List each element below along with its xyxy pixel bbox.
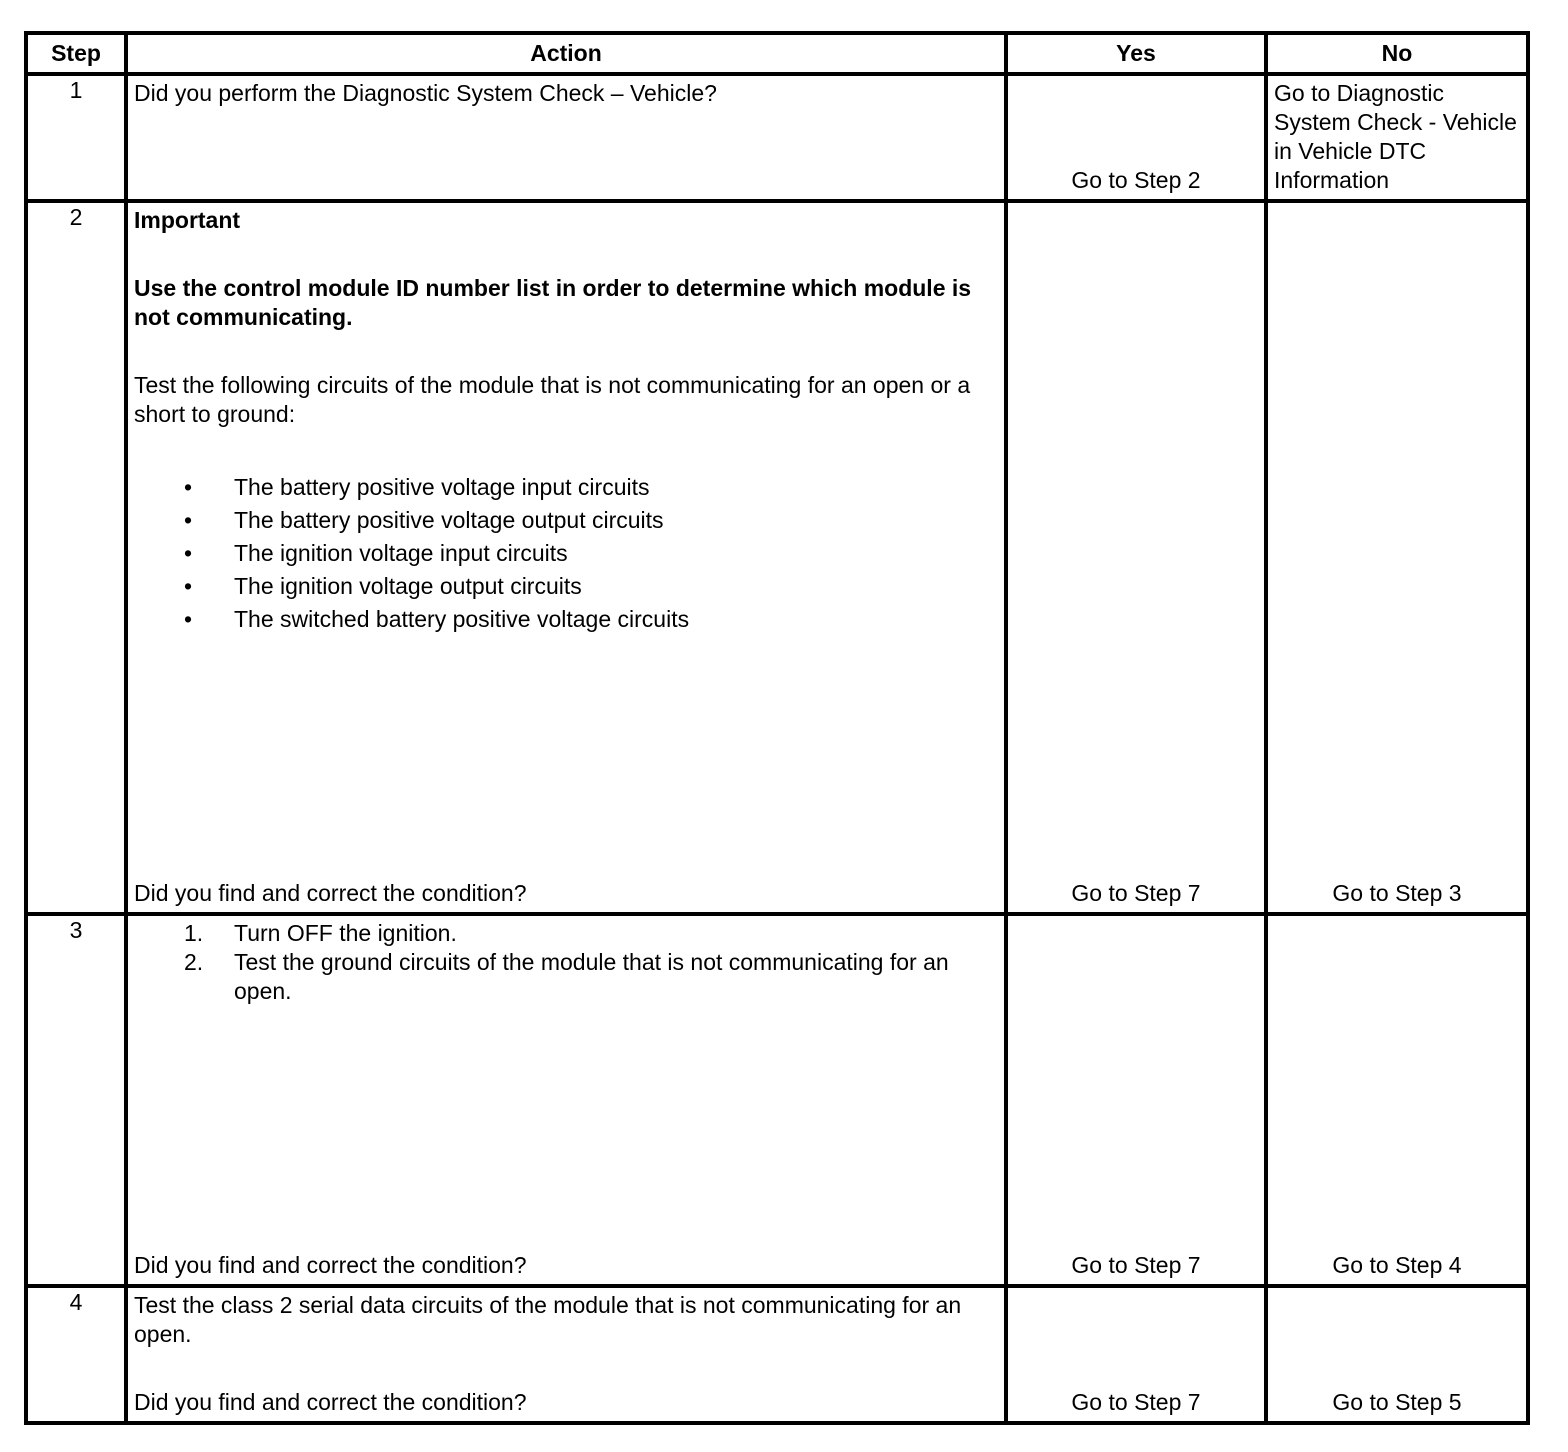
- list-item-text: The ignition voltage output circuits: [234, 573, 582, 599]
- list-item-text: The ignition voltage input circuits: [234, 540, 568, 566]
- table-row: [26, 914, 1528, 1286]
- list-item-text: The switched battery positive voltage circuits: [234, 606, 690, 632]
- list-item: [134, 504, 998, 537]
- action-instruction: Test the class 2 serial data circuits of the module that is not communicating for an open.: [134, 1292, 962, 1347]
- table-row: [26, 201, 1528, 914]
- bullet-icon: •: [184, 507, 193, 533]
- diagnostic-table: [24, 31, 1530, 1425]
- action-cell: [126, 914, 1006, 1286]
- list-item: [134, 471, 998, 504]
- action-question: Did you find and correct the condition?: [134, 1389, 527, 1415]
- no-cell: [1266, 1286, 1528, 1423]
- table-row: [26, 1286, 1528, 1423]
- action-instruction: Test the following circuits of the module that is not communicating for an open or a short to ground:: [134, 372, 971, 427]
- action-question: Did you find and correct the condition?: [134, 880, 527, 906]
- list-item-number: 1.: [184, 920, 204, 946]
- list-item-text: Turn OFF the ignition.: [234, 920, 457, 946]
- step-number: 1: [26, 74, 126, 201]
- no-result: Go to Diagnostic System Check - Vehicle in Vehicle DTC Information: [1274, 80, 1517, 193]
- bullet-icon: •: [184, 606, 193, 632]
- bullet-icon: •: [184, 573, 193, 599]
- action-question: Did you perform the Diagnostic System Check – Vehicle?: [134, 80, 717, 106]
- header-yes: Yes: [1006, 33, 1266, 74]
- list-item: [134, 537, 998, 570]
- no-result: Go to Step 5: [1332, 1389, 1462, 1415]
- bullet-icon: •: [184, 540, 193, 566]
- step-number: 3: [26, 914, 126, 1286]
- list-item: [134, 948, 998, 1006]
- important-label: Important: [134, 207, 241, 233]
- action-question: Did you find and correct the condition?: [134, 1252, 527, 1278]
- header-action: Action: [126, 33, 1006, 74]
- yes-cell: [1006, 914, 1266, 1286]
- yes-result: Go to Step 7: [1071, 1389, 1201, 1415]
- no-result: Go to Step 3: [1332, 880, 1462, 906]
- circuit-list: [134, 471, 998, 636]
- yes-result: Go to Step 7: [1071, 880, 1201, 906]
- step-number: 4: [26, 1286, 126, 1423]
- list-item-number: 2.: [184, 949, 204, 975]
- no-cell: [1266, 74, 1528, 201]
- bullet-icon: •: [184, 474, 193, 500]
- no-result: Go to Step 4: [1332, 1252, 1462, 1278]
- yes-cell: [1006, 74, 1266, 201]
- header-step: Step: [26, 33, 126, 74]
- yes-cell: [1006, 201, 1266, 914]
- substep-list: [134, 919, 998, 1006]
- list-item: [134, 570, 998, 603]
- yes-result: Go to Step 2: [1071, 167, 1201, 193]
- header-row: [26, 33, 1528, 74]
- action-cell: [126, 74, 1006, 201]
- table-row: [26, 74, 1528, 201]
- list-item: [134, 603, 998, 636]
- header-no: No: [1266, 33, 1528, 74]
- action-cell: [126, 1286, 1006, 1423]
- step-number: 2: [26, 201, 126, 914]
- important-note: Use the control module ID number list in order to determine which module is not communicating.: [134, 275, 972, 330]
- no-cell: [1266, 201, 1528, 914]
- yes-cell: [1006, 1286, 1266, 1423]
- yes-result: Go to Step 7: [1071, 1252, 1201, 1278]
- action-cell: [126, 201, 1006, 914]
- no-cell: [1266, 914, 1528, 1286]
- list-item-text: Test the ground circuits of the module that is not communicating for an open.: [234, 949, 949, 1004]
- list-item-text: The battery positive voltage input circuits: [234, 474, 650, 500]
- list-item: [134, 919, 998, 948]
- list-item-text: The battery positive voltage output circuits: [234, 507, 664, 533]
